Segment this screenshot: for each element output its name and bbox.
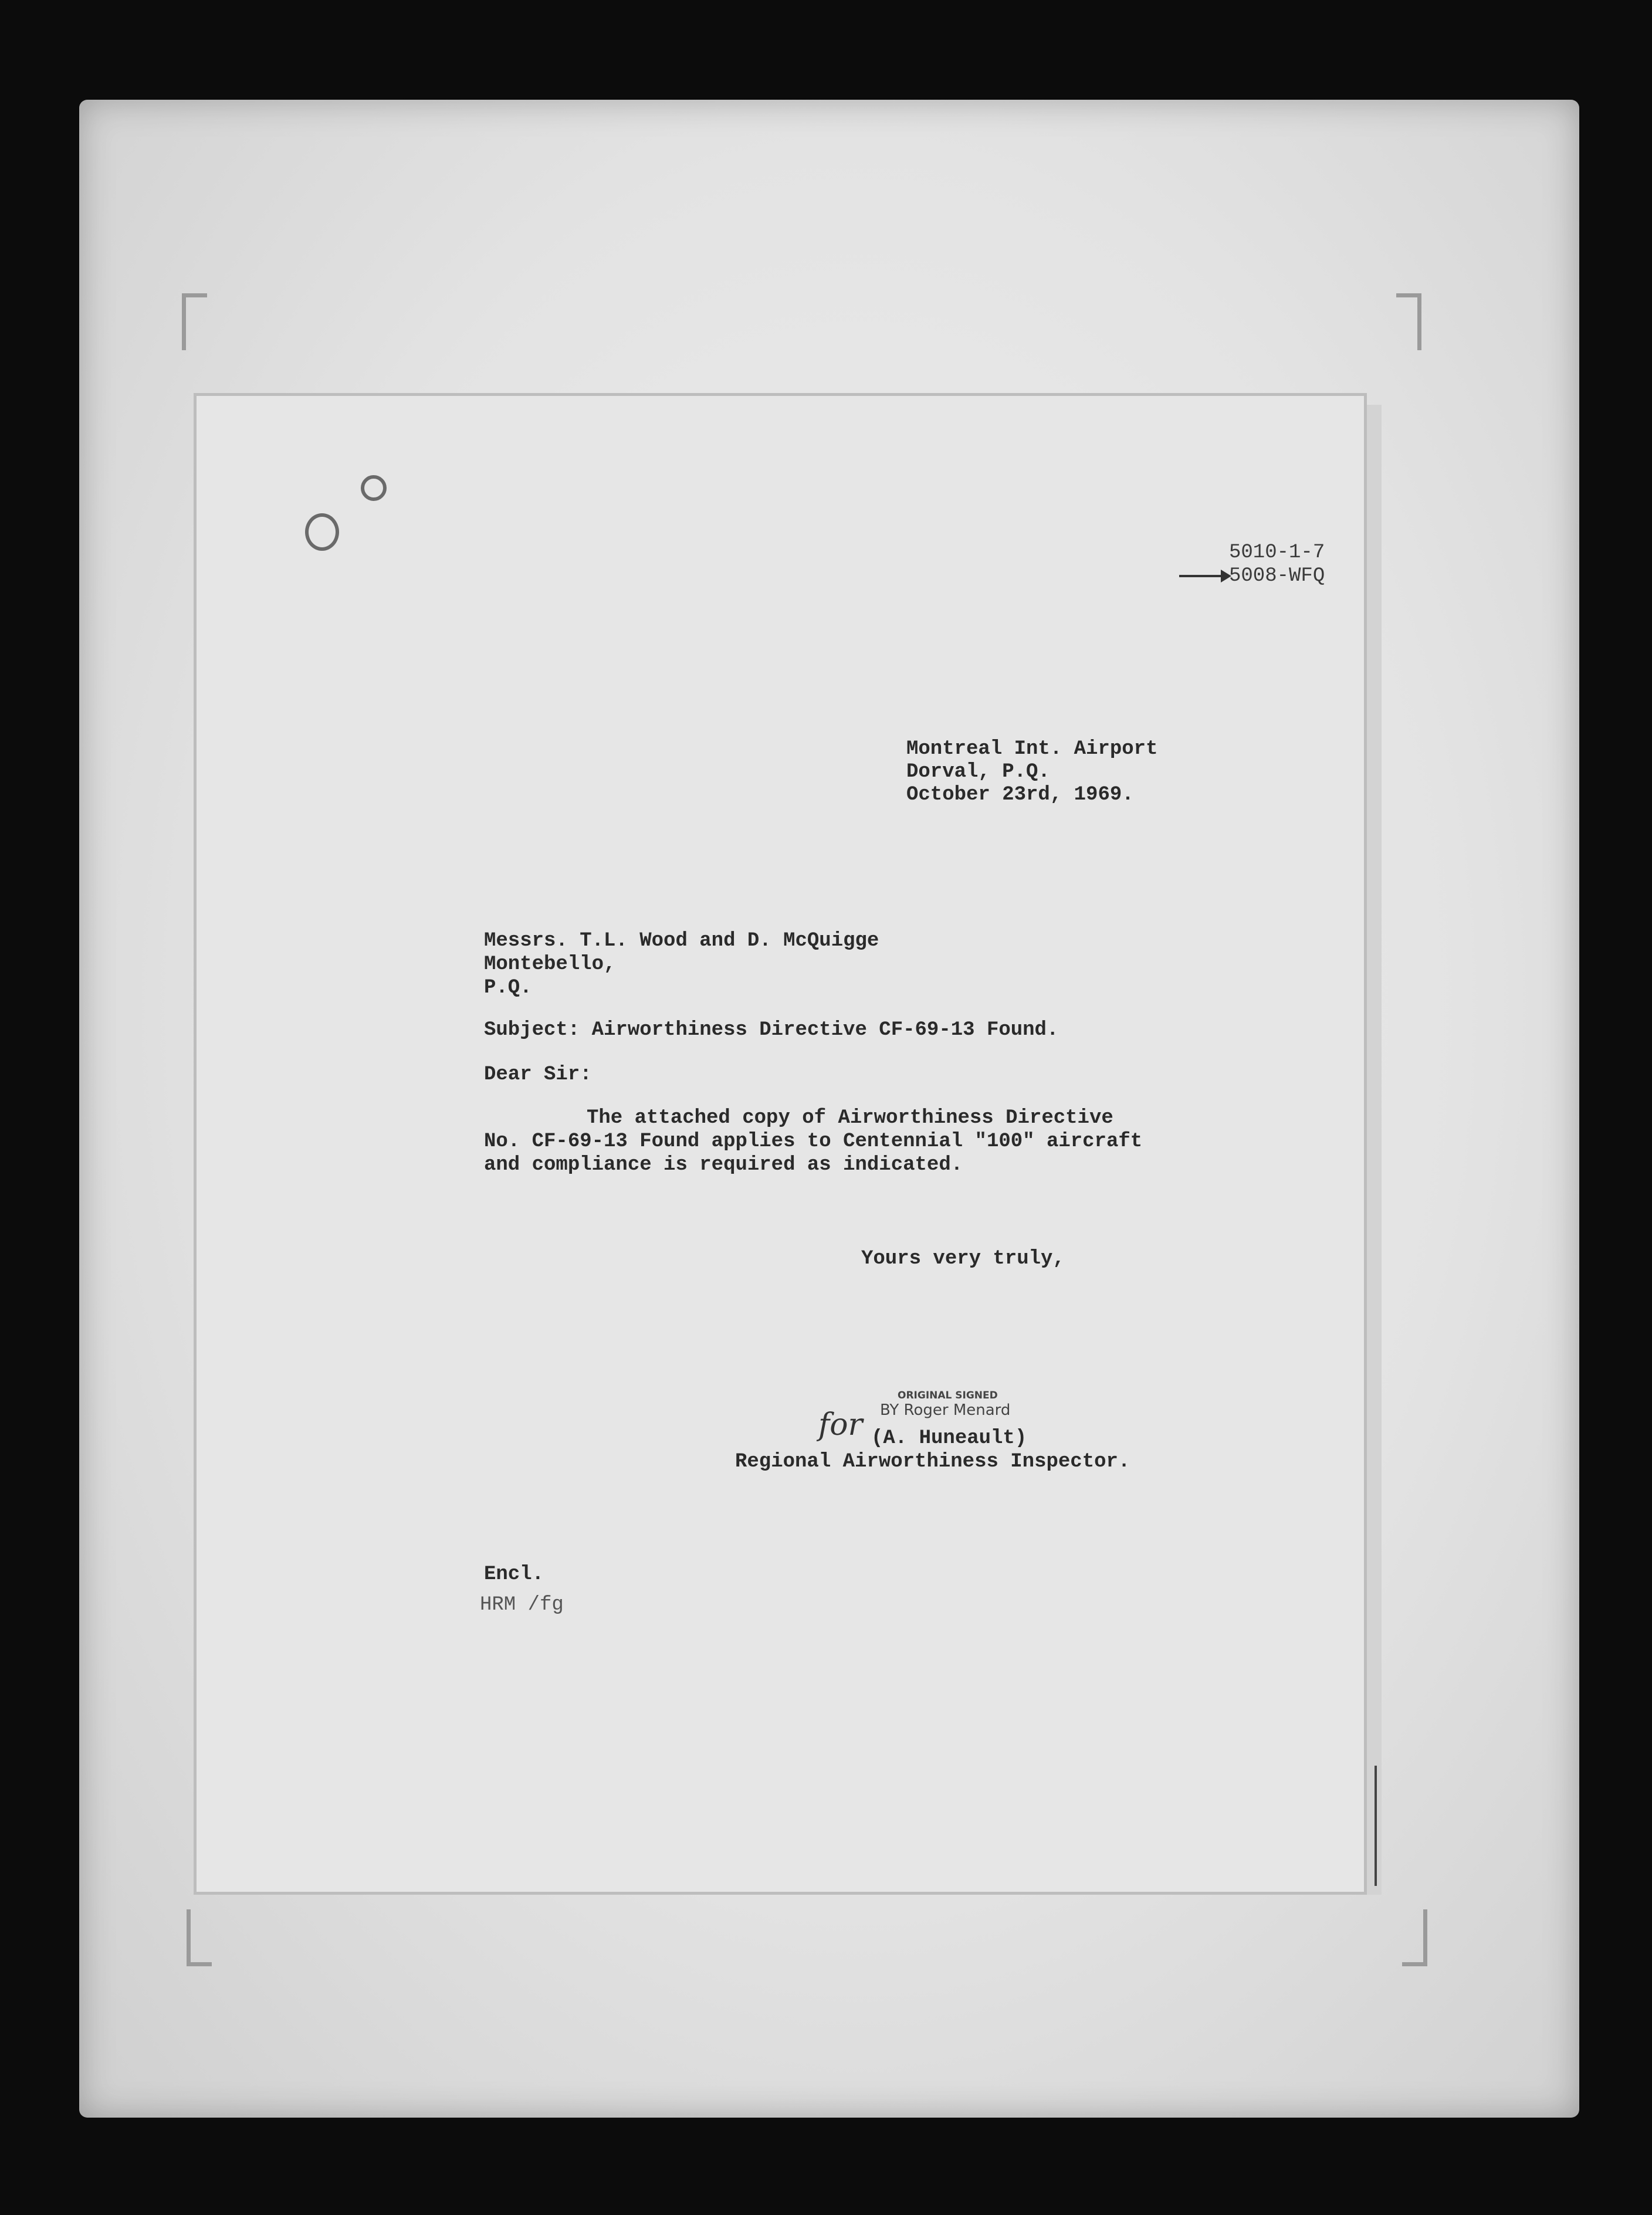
arrow-icon [1179, 575, 1229, 577]
recipient-line: Montebello, [484, 953, 616, 976]
body-line: The attached copy of Airworthiness Directive [587, 1107, 1113, 1129]
punch-hole [305, 513, 339, 551]
salutation: Dear Sir: [484, 1064, 592, 1086]
typist-initials: HRM /fg [480, 1594, 564, 1616]
body-line: and compliance is required as indicated. [484, 1154, 963, 1176]
body-line: No. CF-69-13 Found applies to Centennial "100" aircraft [484, 1130, 1143, 1153]
subject-line: Subject: Airworthiness Directive CF-69-13 Found. [484, 1019, 1059, 1041]
punch-hole [361, 475, 387, 501]
page-edge-mark [1375, 1766, 1377, 1886]
crop-mark-top-right [1396, 293, 1421, 350]
crop-mark-top-left [182, 293, 207, 350]
closing: Yours very truly, [861, 1248, 1065, 1270]
file-ref: 5008-WFQ [1229, 565, 1325, 587]
file-ref: 5010-1-7 [1229, 541, 1325, 564]
crop-mark-bottom-left [187, 1909, 212, 1966]
sender-address-line: Montreal Int. Airport [906, 738, 1158, 760]
stamp-signed-by: BY Roger Menard [880, 1401, 1011, 1419]
signatory-name: (A. Huneault) [871, 1427, 1027, 1449]
recipient-line: Messrs. T.L. Wood and D. McQuigge [484, 930, 879, 952]
signature-initial: for [818, 1407, 863, 1442]
signatory-title: Regional Airworthiness Inspector. [735, 1451, 1130, 1473]
stamp-original-signed: ORIGINAL SIGNED [898, 1390, 998, 1401]
crop-mark-bottom-right [1402, 1909, 1427, 1966]
sender-address-line: Dorval, P.Q. [906, 761, 1050, 783]
enclosure-note: Encl. [484, 1563, 544, 1586]
recipient-line: P.Q. [484, 977, 532, 999]
letter-date: October 23rd, 1969. [906, 784, 1134, 806]
